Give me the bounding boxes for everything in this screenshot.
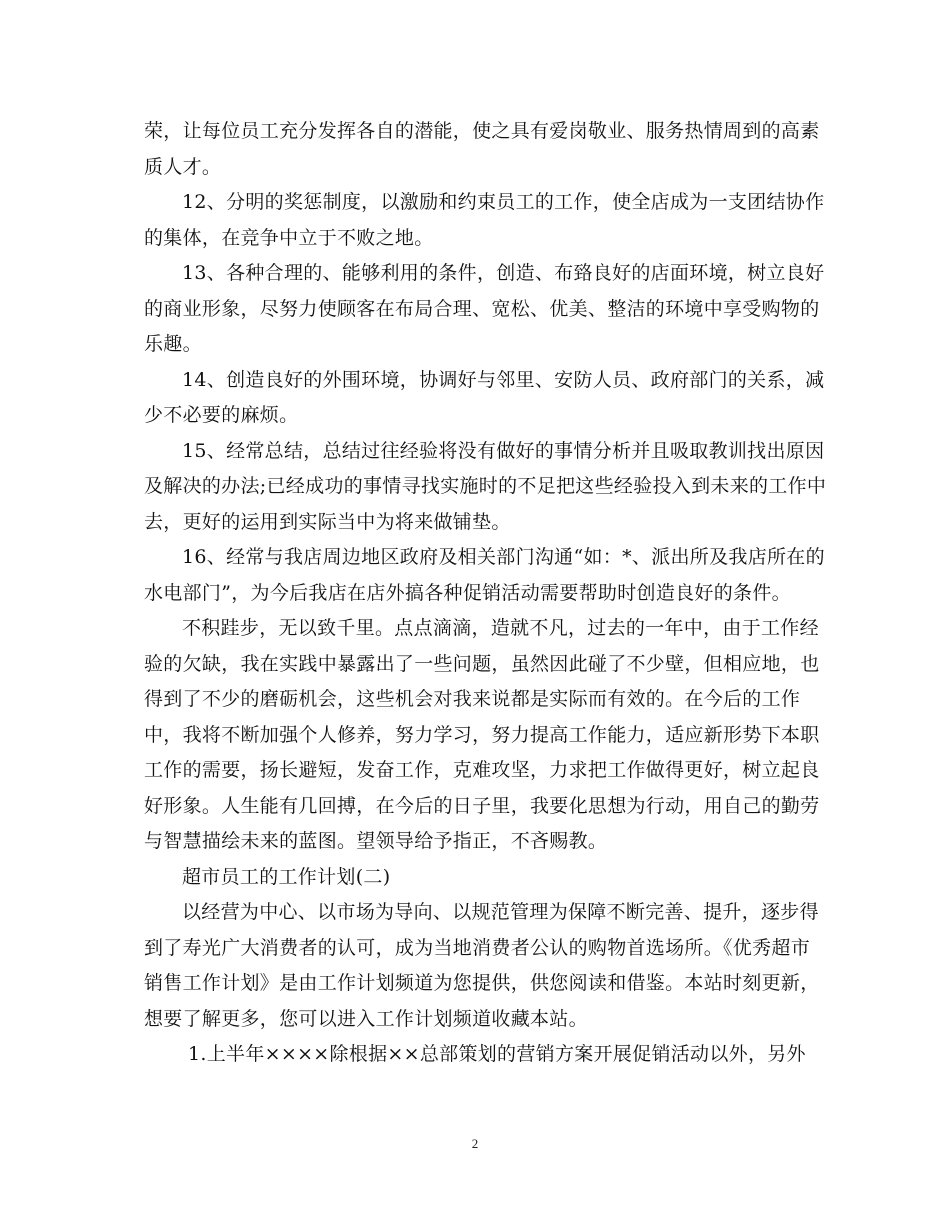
page-number: 2 [471, 1136, 479, 1151]
text-line: 超市员工的工作计划(二) [182, 865, 391, 888]
text-line: 12、分明的奖惩制度，以激励和约束员工的工作，使全店成为一支团结协作 [182, 191, 825, 213]
text-line: 去，更好的运用到实际当中为将来做铺垫。 [144, 510, 511, 533]
text-line: 乐趣。 [144, 333, 202, 355]
text-line: 销售工作计划》是由工作计划频道为您提供，供您阅读和借鉴。本站时刻更新， [144, 972, 820, 994]
text-line: 少不必要的麻烦。 [144, 404, 299, 426]
text-line: 到了寿光广大消费者的认可，成为当地消费者公认的购物首选场所。《优秀超市 [144, 936, 811, 959]
text-line: 及解决的办法;已经成功的事情寻找实施时的不足把这些经验投入到未来的工作中 [144, 475, 827, 497]
text-line: 不积跬步，无以致千里。点点滴滴，造就不凡，过去的一年中，由于工作经 [182, 617, 819, 639]
text-line: 16、经常与我店周边地区政府及相关部门沟通“如：*、派出所及我店所在的 [182, 546, 825, 568]
text-line: 验的欠缺，我在实践中暴露出了一些问题，虽然因此碰了不少壁，但相应地，也 [144, 652, 820, 675]
text-line: 质人才。 [144, 155, 222, 178]
text-line: 得到了不少的磨砺机会，这些机会对我来说都是实际而有效的。在今后的工作 [144, 688, 801, 710]
text-line: 想要了解更多，您可以进入工作计划频道收藏本站。 [144, 1007, 588, 1030]
text-line: 的商业形象，尽努力使顾客在布局合理、宽松、优美、整洁的环境中享受购物的 [144, 297, 820, 320]
text-line: 工作的需要，扬长避短，发奋工作，克难攻坚，力求把工作做得更好，树立起良 [144, 759, 820, 781]
body-text [144, 114, 827, 1073]
text-line: 与智慧描绘未来的蓝图。望领导给予指正，不吝赐教。 [144, 830, 608, 852]
text-line: 15、经常总结，总结过往经验将没有做好的事情分析并且吸取教训找出原因 [182, 439, 825, 462]
text-line: 13、各种合理的、能够利用的条件，创造、布臵良好的店面环境，树立良好 [182, 262, 825, 284]
text-line: 好形象。人生能有几回搏，在今后的日子里，我要化思想为行动，用自己的勤劳 [144, 794, 820, 817]
text-line: 荣，让每位员工充分发挥各自的潜能，使之具有爱岗敬业、服务热情周到的高素 [144, 120, 820, 142]
text-line: 14、创造良好的外围环境，协调好与邻里、安防人员、政府部门的关系，减 [182, 368, 825, 391]
text-line: 1.上半年××××除根据××总部策划的营销方案开展促销活动以外，另外 [188, 1043, 806, 1065]
text-line: 中，我将不断加强个人修养，努力学习，努力提高工作能力，适应新形势下本职 [144, 723, 820, 746]
text-line: 以经营为中心、以市场为导向、以规范管理为保障不断完善、提升，逐步得 [182, 901, 819, 923]
text-line: 水电部门”，为今后我店在店外搞各种促销活动需要帮助时创造良好的条件。 [144, 581, 791, 604]
text-line: 的集体，在竞争中立于不败之地。 [144, 226, 434, 249]
